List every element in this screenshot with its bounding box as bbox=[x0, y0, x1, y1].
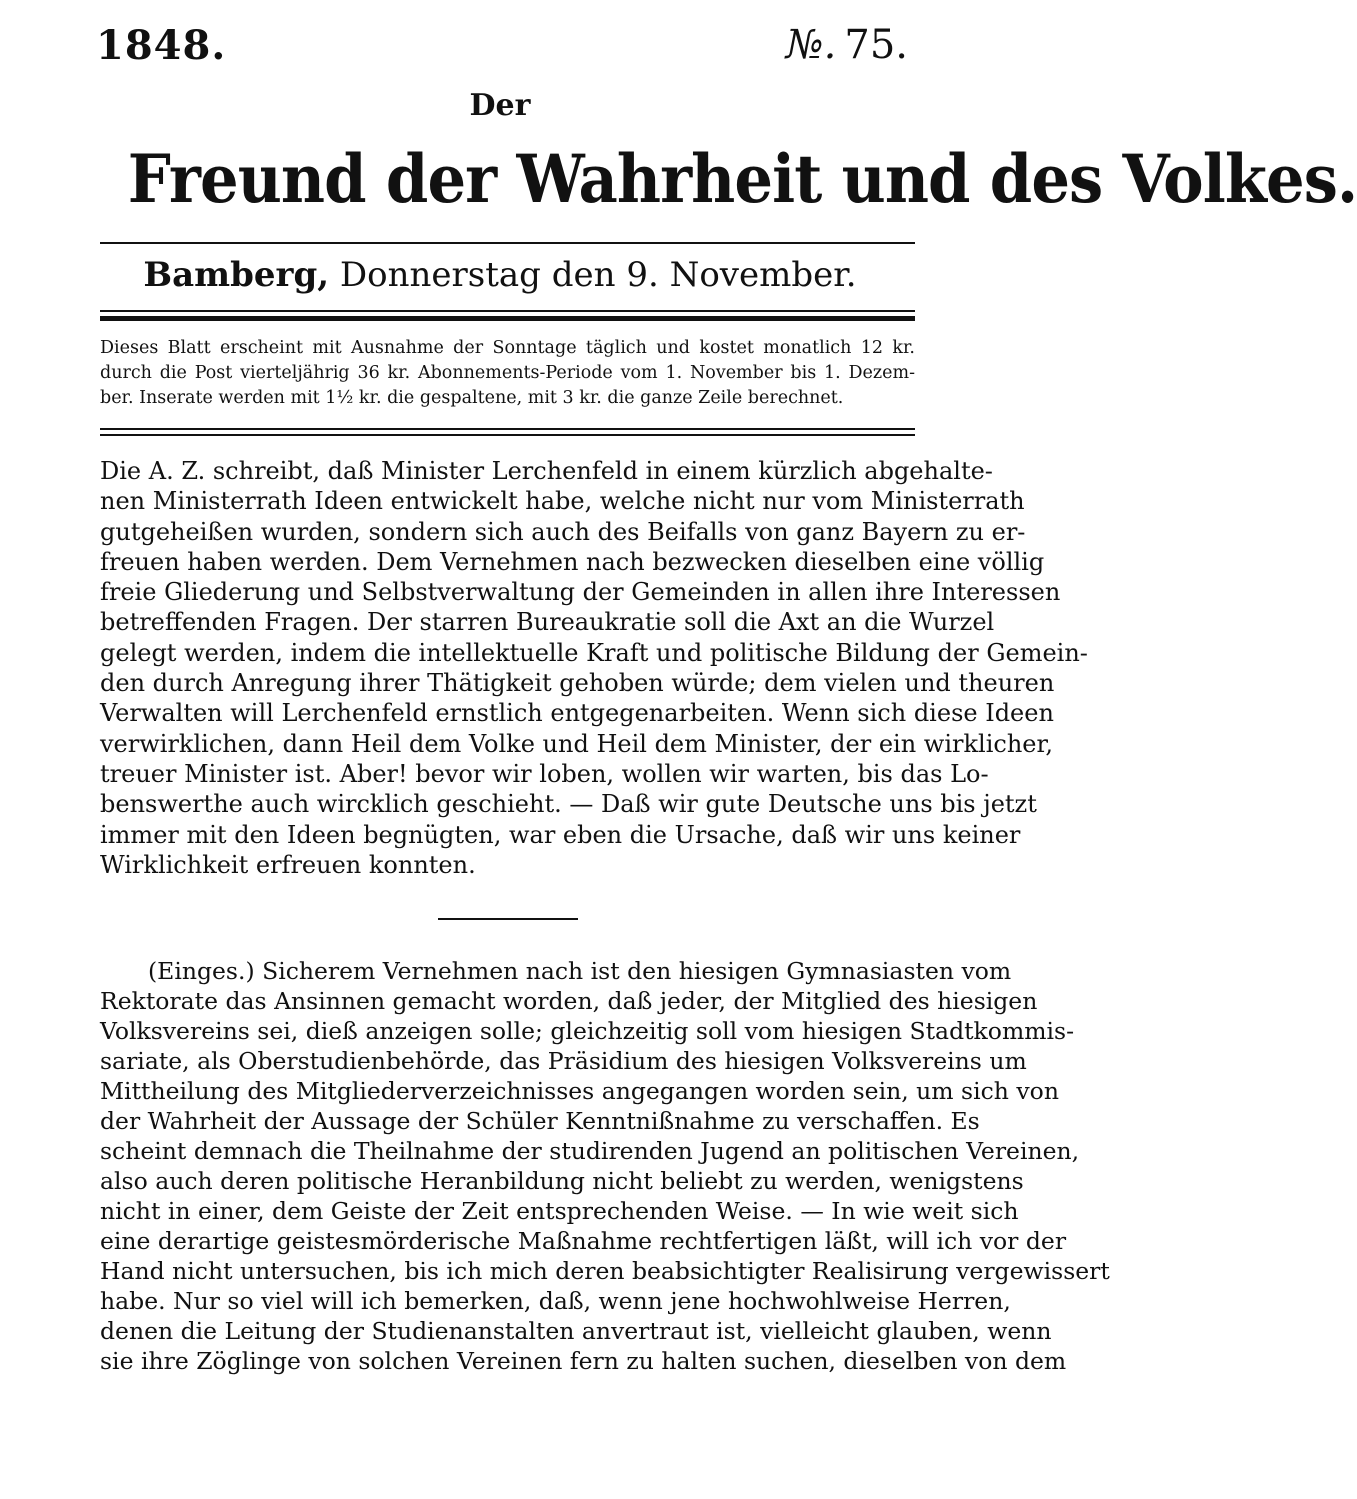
article-line: gelegt werden, indem die intellektuelle Kraft und politische Bildung der Gemein- bbox=[100, 638, 1088, 667]
article-line: freuen haben werden. Dem Vernehmen nach bezwecken dieselben eine völlig bbox=[100, 547, 1045, 576]
article-line: immer mit den Ideen begnügten, war eben die Ursache, daß wir uns keiner bbox=[100, 820, 1021, 849]
notice-rule-bottom bbox=[100, 434, 915, 436]
notice-line: durch die Post vierteljährig 36 kr. Abonnements-Periode vom 1. November bis 1. Dezem- bbox=[100, 363, 915, 383]
dateline-date: Donnerstag den 9. November. bbox=[339, 255, 857, 295]
article-line: Wirklichkeit erfreuen konnten. bbox=[100, 850, 476, 879]
article-line: verwirklichen, dann Heil dem Volke und Heil dem Minister, der ein wirklicher, bbox=[100, 729, 1053, 758]
article-einges bbox=[100, 956, 1110, 1376]
article-line: treuer Minister ist. Aber! bevor wir loben, wollen wir warten, bis das Lo- bbox=[100, 759, 989, 788]
dateline-rule-bottom bbox=[100, 316, 915, 321]
article-line: gutgeheißen wurden, sondern sich auch des Beifalls von ganz Bayern zu er- bbox=[100, 517, 1026, 546]
notice-line: Dieses Blatt erscheint mit Ausnahme der Sonntage täglich und kostet monatlich 12 kr. bbox=[100, 338, 915, 358]
article-line: eine derartige geistesmörderische Maßnahme rechtfertigen läßt, will ich vor der bbox=[100, 1227, 1067, 1255]
article-line: habe. Nur so viel will ich bemerken, daß, wenn jene hochwohlweise Herren, bbox=[100, 1287, 1011, 1315]
article-line: denen die Leitung der Studienanstalten anvertraut ist, vielleicht glauben, wenn bbox=[100, 1317, 1052, 1345]
article-line: Volksvereins sei, dieß anzeigen solle; gleichzeitig soll vom hiesigen Stadtkommis- bbox=[100, 1017, 1075, 1045]
article-line: der Wahrheit der Aussage der Schüler Kenntnißnahme zu verschaffen. Es bbox=[100, 1107, 980, 1135]
dateline-rule-top bbox=[100, 310, 915, 312]
year: 1848. bbox=[96, 22, 227, 69]
masthead-rule bbox=[100, 242, 915, 244]
issue-symbol: №. bbox=[785, 22, 837, 68]
article-line: nicht in einer, dem Geiste der Zeit entsprechenden Weise. — In wie weit sich bbox=[100, 1197, 1019, 1225]
issue-number bbox=[786, 22, 908, 68]
article-lerchenfeld bbox=[100, 456, 1088, 880]
dateline-city: Bamberg, bbox=[143, 255, 330, 295]
article-line: Verwalten will Lerchenfeld ernstlich entgegenarbeiten. Wenn sich diese Ideen bbox=[100, 699, 1054, 728]
notice-line: ber. Inserate werden mit 1½ kr. die gespaltene, mit 3 kr. die ganze Zeile berechnet. bbox=[100, 388, 844, 408]
article-line: Mittheilung des Mitgliederverzeichnisses angegangen worden sein, um sich von bbox=[100, 1077, 1059, 1105]
subscription-notice bbox=[100, 336, 915, 411]
article-line: sie ihre Zöglinge von solchen Vereinen fern zu halten suchen, dieselben von dem bbox=[100, 1347, 1067, 1375]
issue-value: 75. bbox=[844, 22, 908, 68]
article-line: sariate, als Oberstudienbehörde, das Präsidium des hiesigen Volksvereins um bbox=[100, 1047, 1027, 1075]
dateline bbox=[0, 255, 1000, 295]
masthead-title: Freund der Wahrheit und des Volkes. bbox=[127, 140, 1357, 218]
article-line: benswerthe auch wircklich geschieht. — Daß wir gute Deutsche uns bis jetzt bbox=[100, 790, 1037, 819]
article-line: Rektorate das Ansinnen gemacht worden, daß jeder, der Mitglied des hiesigen bbox=[100, 987, 1038, 1015]
article-line: betreffenden Fragen. Der starren Bureaukratie soll die Axt an die Wurzel bbox=[100, 608, 995, 637]
article-line: Die A. Z. schreibt, daß Minister Lerchenfeld in einem kürzlich abgehalte- bbox=[100, 457, 993, 485]
article-line: (Einges.) Sicherem Vernehmen nach ist den hiesigen Gymnasiasten vom bbox=[148, 957, 1012, 985]
article-divider bbox=[438, 918, 578, 920]
masthead-article: Der bbox=[469, 88, 531, 123]
article-line: also auch deren politische Heranbildung nicht beliebt zu werden, wenigstens bbox=[100, 1167, 1024, 1195]
article-line: freie Gliederung und Selbstverwaltung der Gemeinden in allen ihre Interessen bbox=[100, 578, 1061, 607]
article-line: nen Ministerrath Ideen entwickelt habe, welche nicht nur vom Ministerrath bbox=[100, 487, 1025, 516]
notice-rule-top bbox=[100, 428, 915, 430]
article-line: scheint demnach die Theilnahme der studirenden Jugend an politischen Vereinen, bbox=[100, 1137, 1080, 1165]
article-line: Hand nicht untersuchen, bis ich mich deren beabsichtigter Realisirung vergewissert bbox=[100, 1257, 1110, 1285]
article-line: den durch Anregung ihrer Thätigkeit gehoben würde; dem vielen und theuren bbox=[100, 669, 1055, 698]
